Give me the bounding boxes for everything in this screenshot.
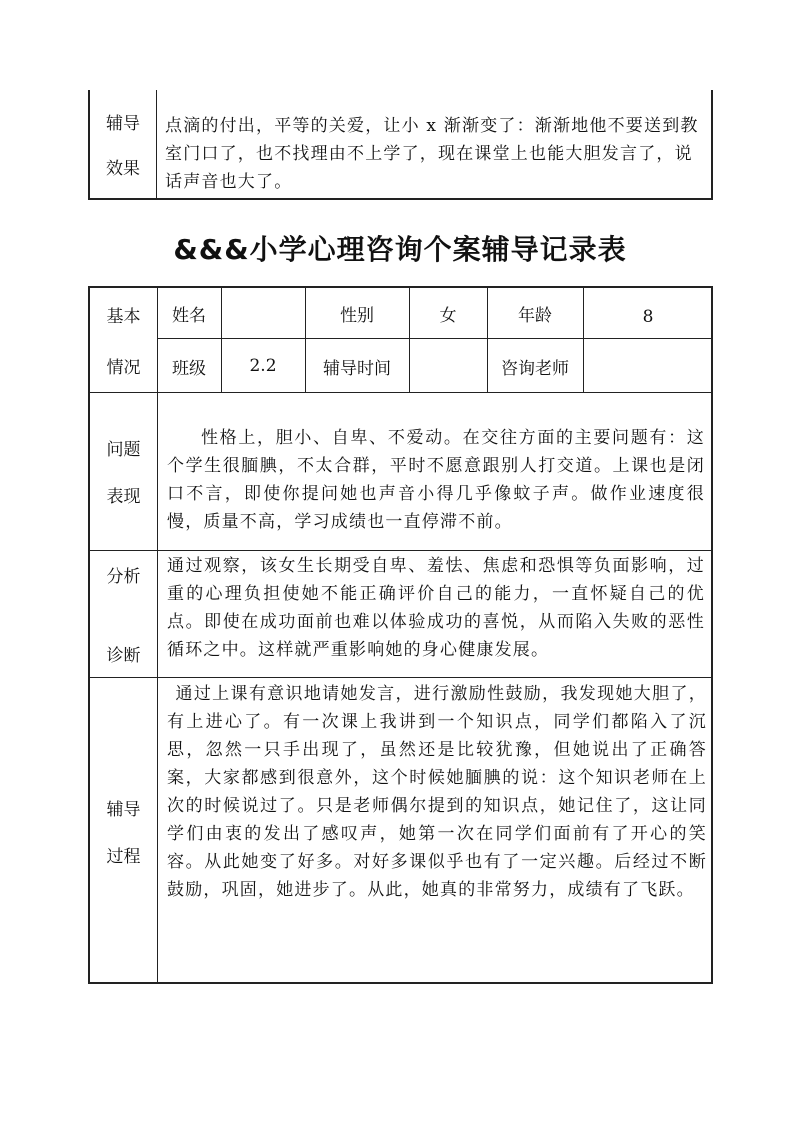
process-label-line1: 辅导: [106, 799, 141, 820]
page-title: &&&小学心理咨询个案辅导记录表: [173, 233, 627, 266]
previous-record-effect-section: [88, 90, 713, 200]
gender-label: 性别: [340, 305, 374, 326]
counseling-time-label: 辅导时间: [323, 358, 391, 379]
basic-label-line1: 基本: [106, 307, 141, 327]
problem-label-line1: 问题: [106, 440, 141, 460]
row-divider: [90, 677, 713, 678]
process-text: 通过上课有意识地请她发言，进行激励性鼓励，我发现她大胆了，有上进心了。有一次课上我讲到一个知识点，同学们都陷入了沉思，忽然一只手出现了，虽然还是比较犹豫，但她说出了正确答案，大家都感到很意外，这个时候她腼腆的说：这个知识老师在上次的时候说过了。只是老师偶尔提到的知识点，她记住了，这让同学们由衷的发出了感叹声，她第一次在同学们面前有了开心的笑容。从此她变了好多。对好多课似乎也有了一定兴趣。后经过不断鼓励，巩固，她进步了。从此，她真的非常努力，成绩有了飞跃。: [167, 684, 707, 900]
process-label: [90, 677, 157, 984]
name-label: 姓名: [172, 305, 206, 326]
row-divider: [90, 550, 713, 551]
row-divider: [90, 392, 713, 393]
column-divider: [157, 288, 158, 984]
age-value: 8: [642, 307, 654, 327]
effect-label: [90, 90, 157, 198]
basic-label-line2: 情况: [106, 358, 141, 378]
problem-text: 性格上，胆小、自卑、不爱动。在交往方面的主要问题有：这个学生很腼腆，不太合群，平时不愿意跟别人打交道。上课也是闭口不言，即使你提问她也声音小得几乎像蚊子声。做作业速度很慢，质量不高，学习成绩也一直停滞不前。: [167, 428, 705, 532]
analysis-label-line2: 诊断: [106, 645, 141, 666]
record-table: [88, 286, 713, 984]
counselor-value: [583, 340, 713, 392]
analysis-label: [90, 550, 157, 677]
process-label-line2: 过程: [106, 846, 141, 867]
counselor-label: 咨询老师: [501, 358, 569, 379]
basic-info-label: [90, 288, 157, 392]
class-label: 班级: [172, 358, 206, 379]
gender-value: 女: [439, 305, 457, 326]
analysis-text: 通过观察，该女生长期受自卑、羞怯、焦虑和恐惧等负面影响，过重的心理负担使她不能正确评价自己的能力，一直怀疑自己的优点。即使在成功面前也难以体验成功的喜悦，从而陷入失败的恶性循环之中。这样就严重影响她的身心健康发展。: [167, 556, 705, 660]
counseling-time-value: [409, 340, 487, 392]
name-value: [221, 288, 305, 338]
class-value: 2.2: [249, 356, 277, 376]
effect-label-line1: 辅导: [106, 114, 140, 134]
effect-label-line2: 效果: [106, 159, 140, 179]
problem-label: [90, 392, 157, 550]
problem-label-line2: 表现: [106, 487, 141, 507]
analysis-label-line1: 分析: [106, 566, 141, 587]
age-label: 年龄: [518, 305, 552, 326]
effect-text: 点滴的付出，平等的关爱，让小 x 渐渐变了：渐渐地他不要送到教室门口了，也不找理由不上学了，现在课堂上也能大胆发言了，说话声音也大了。: [165, 116, 699, 192]
